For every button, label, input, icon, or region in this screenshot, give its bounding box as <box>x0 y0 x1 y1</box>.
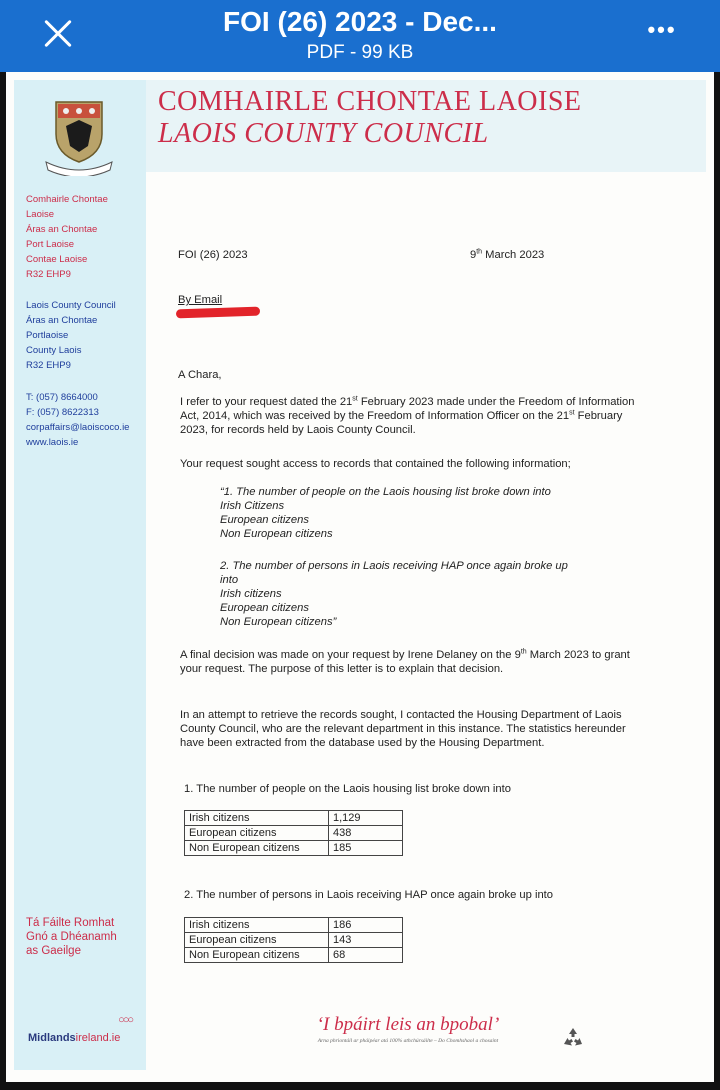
housing-list-table <box>184 810 403 856</box>
irish-address <box>26 192 108 282</box>
table-row <box>185 933 403 948</box>
text-run: February 2023, for records held by Laois County Council. <box>180 410 623 436</box>
document-file-info: PDF - 99 KB <box>306 42 414 63</box>
quote-line: European citizens <box>220 602 309 614</box>
table-cell-value: 1,129 <box>329 811 403 826</box>
address-line: Portlaoise <box>26 330 69 341</box>
by-email-label: By Email <box>178 294 223 306</box>
table-cell-value: 185 <box>329 841 403 856</box>
address-line: Contae Laoise <box>26 254 88 265</box>
letter-date <box>470 248 544 262</box>
ordinal-suffix: th <box>520 648 527 656</box>
text-run: A final decision was made on your request by Irene Delaney on the 9 <box>180 649 521 661</box>
email-address: corpaffairs@laoiscoco.ie <box>26 422 130 433</box>
logo-bold: Midlands <box>28 1032 76 1044</box>
english-address <box>26 298 116 373</box>
table-cell-value: 68 <box>329 948 403 963</box>
paragraph-housing: In an attempt to retrieve the records sought, I contacted the Housing Department of Laois County Council, who are the relevant department in this instance. The statistics hereunder have been extracted from the database used by the Housing Department. <box>180 709 626 749</box>
county-crest-icon <box>44 96 114 176</box>
table-cell-value: 186 <box>329 918 403 933</box>
address-line: Comhairle Chontae <box>26 194 108 205</box>
text-run: I refer to your request dated the 21 <box>180 396 353 408</box>
salutation: A Chara, <box>178 369 222 381</box>
table-cell-label: Irish citizens <box>185 811 329 826</box>
table-cell-label: European citizens <box>185 933 329 948</box>
quote-line: 2. The number of persons in Laois receiving HAP once again broke up <box>220 560 568 572</box>
more-options-icon[interactable]: ••• <box>647 17 677 42</box>
midlands-ireland-logo <box>24 1010 140 1050</box>
address-line: R32 EHP9 <box>26 360 71 371</box>
website-address: www.laois.ie <box>26 437 79 448</box>
address-line: Áras an Chontae <box>26 224 98 235</box>
table-cell-value: 143 <box>329 933 403 948</box>
quote-line: Irish Citizens <box>220 500 285 512</box>
recycled-paper-note: Arna phriontáil ar pháipéar atá 100% athchúrsáilte – Do Chomhshaol a chosaint <box>317 1038 499 1044</box>
notice-line: Gnó a Dhéanamh <box>26 931 117 943</box>
notice-line: Tá Fáilte Romhat <box>26 917 115 929</box>
address-line: Laoise <box>26 209 54 220</box>
close-icon[interactable] <box>36 12 80 56</box>
pdf-page[interactable] <box>6 72 714 1082</box>
irish-language-notice <box>26 916 117 958</box>
table-row <box>185 918 403 933</box>
table-cell-value: 438 <box>329 826 403 841</box>
quote-line: Non European citizens <box>220 528 333 540</box>
notice-line: as Gaeilge <box>26 945 81 957</box>
address-line: Port Laoise <box>26 239 75 250</box>
quoted-request-1 <box>220 485 640 541</box>
logo-light: ireland <box>75 1032 109 1044</box>
phone-number: T: (057) 8664000 <box>26 392 98 403</box>
quote-line: Non European citizens” <box>220 616 337 628</box>
rings-icon: ○○○ <box>118 1014 132 1026</box>
document-title: FOI (26) 2023 - Dec... <box>223 6 497 37</box>
table-row <box>185 948 403 963</box>
midlands-logo-text <box>28 1032 120 1044</box>
address-line: County Laois <box>26 345 82 356</box>
ordinal-suffix: st <box>569 409 575 417</box>
quote-line: “1. The number of people on the Laois housing list broke down into <box>220 486 551 498</box>
paragraph-access: Your request sought access to records that contained the following information; <box>180 458 571 470</box>
quoted-request-2 <box>220 559 640 629</box>
quote-line: European citizens <box>220 514 309 526</box>
statistics-heading-1: 1. The number of people on the Laois housing list broke down into <box>184 783 511 795</box>
council-slogan: ‘I bpáirt leis an bpobal’ <box>316 1014 500 1035</box>
quote-line: Irish citizens <box>220 588 282 600</box>
table-cell-label: Non European citizens <box>185 841 329 856</box>
paragraph-decision <box>180 648 640 676</box>
hap-table <box>184 917 403 963</box>
letterhead-sidebar <box>14 80 146 1070</box>
text-run: March 2023 to grant your request. The purpose of this letter is to explain that decision. <box>180 649 630 675</box>
fax-number: F: (057) 8622313 <box>26 407 99 418</box>
contact-details <box>26 390 129 450</box>
address-line: Laois County Council <box>26 300 116 311</box>
council-name-irish: COMHAIRLE CHONTAE LAOISE <box>158 86 582 117</box>
quote-line: into <box>220 574 239 586</box>
recycle-icon <box>561 1026 585 1050</box>
viewer-header <box>0 0 720 72</box>
table-cell-label: Irish citizens <box>185 918 329 933</box>
council-name-english: LAOIS COUNTY COUNCIL <box>158 118 489 149</box>
table-cell-label: Non European citizens <box>185 948 329 963</box>
date-suffix: th <box>476 248 483 256</box>
statistics-heading-2: 2. The number of persons in Laois receiving HAP once again broke up into <box>184 889 554 901</box>
address-line: Áras an Chontae <box>26 315 98 326</box>
table-row <box>185 841 403 856</box>
ordinal-suffix: st <box>352 395 358 403</box>
table-row <box>185 811 403 826</box>
date-month-year: March 2023 <box>482 249 545 261</box>
paragraph-request <box>180 395 640 437</box>
logo-suffix: .ie <box>108 1032 121 1044</box>
table-row <box>185 826 403 841</box>
redaction-mark <box>176 307 260 319</box>
table-cell-label: European citizens <box>185 826 329 841</box>
text-run: February 2023 made under the Freedom of Information Act, 2014, which was received by the Freedom of Information Officer on the 21 <box>180 396 635 422</box>
reference-number: FOI (26) 2023 <box>178 249 248 261</box>
address-line: R32 EHP9 <box>26 269 71 280</box>
date-day: 9 <box>470 249 477 261</box>
